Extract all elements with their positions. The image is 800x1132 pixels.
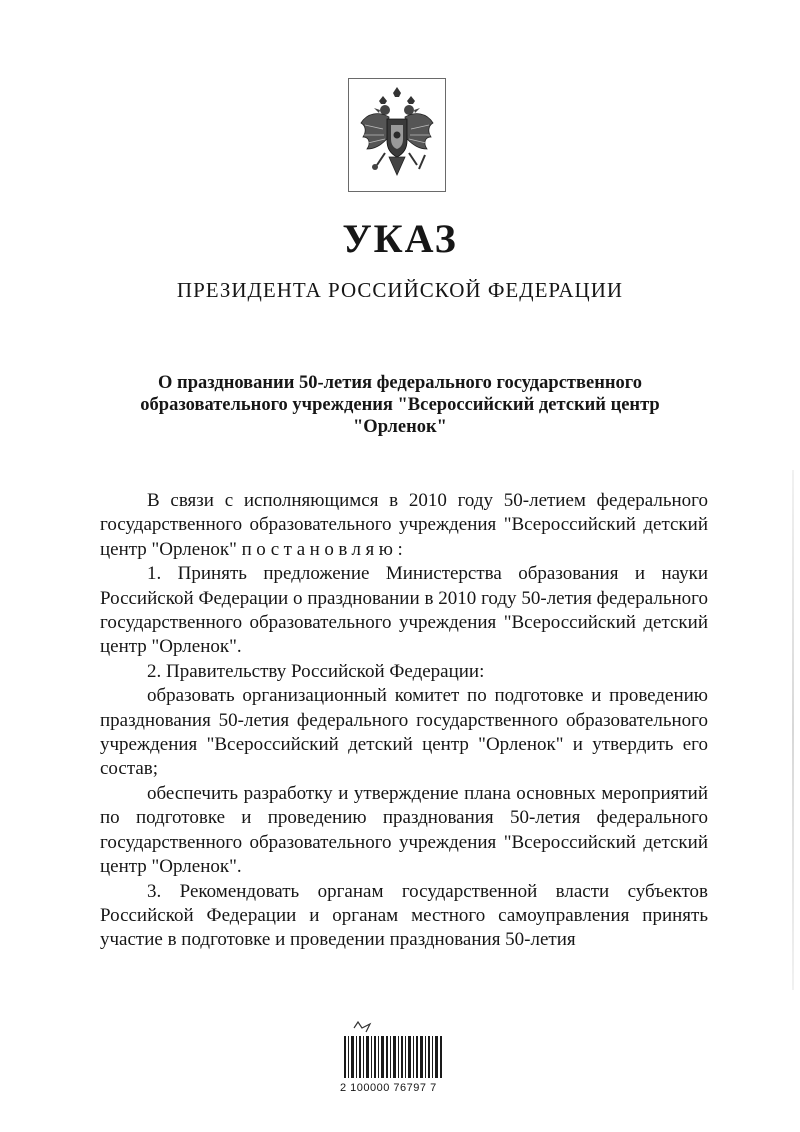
barcode-number: 2 100000 76797 7 (340, 1082, 437, 1094)
barcode (340, 1020, 448, 1102)
paragraph-item-3: 3. Рекомендовать органам государственной власти субъектов Российской Федерации и органам местного самоуправления принять участие в подготовке и проведении празднования 50-летия (100, 880, 708, 951)
paragraph-preamble (100, 489, 708, 562)
barcode-icon (340, 1020, 448, 1082)
paragraph-item-2-b: обеспечить разработку и утверждение плана основных мероприятий по подготовке и проведению празднования 50-летия федерального государственного образовательного учреждения "Всероссийский детский центр "Орленок". (100, 782, 708, 878)
document-body (100, 489, 708, 953)
scan-edge-shadow (792, 470, 794, 990)
paragraph-item-1: 1. Принять предложение Министерства образования и науки Российской Федерации о праздновании в 2010 году 50-летия федерального государственного образовательного учреждения "Всероссийский детский центр "Орленок". (100, 563, 708, 658)
document-title: УКАЗ (342, 216, 458, 261)
preamble-text: В связи с исполняющимся в 2010 году 50-летием федерального государственного образовательного учреждения "Всероссийский детский центр "Орленок" (100, 490, 708, 560)
decree-word: постановляю: (241, 538, 408, 560)
paragraph-item-2-a: образовать организационный комитет по подготовке и проведению празднования 50-летия федерального государственного образовательного учреждения "Всероссийский детский центр "Орленок" и утвердить его состав; (100, 685, 708, 780)
paragraph-item-2: 2. Правительству Российской Федерации: (147, 660, 485, 682)
document-subtitle: ПРЕЗИДЕНТА РОССИЙСКОЙ ФЕДЕРАЦИИ (176, 278, 624, 302)
document-heading: О праздновании 50-летия федерального государственного образовательного учреждения "Всероссийский детский центр "Орленок" (140, 373, 660, 437)
double-headed-eagle-icon (349, 79, 445, 191)
state-emblem (348, 78, 446, 192)
